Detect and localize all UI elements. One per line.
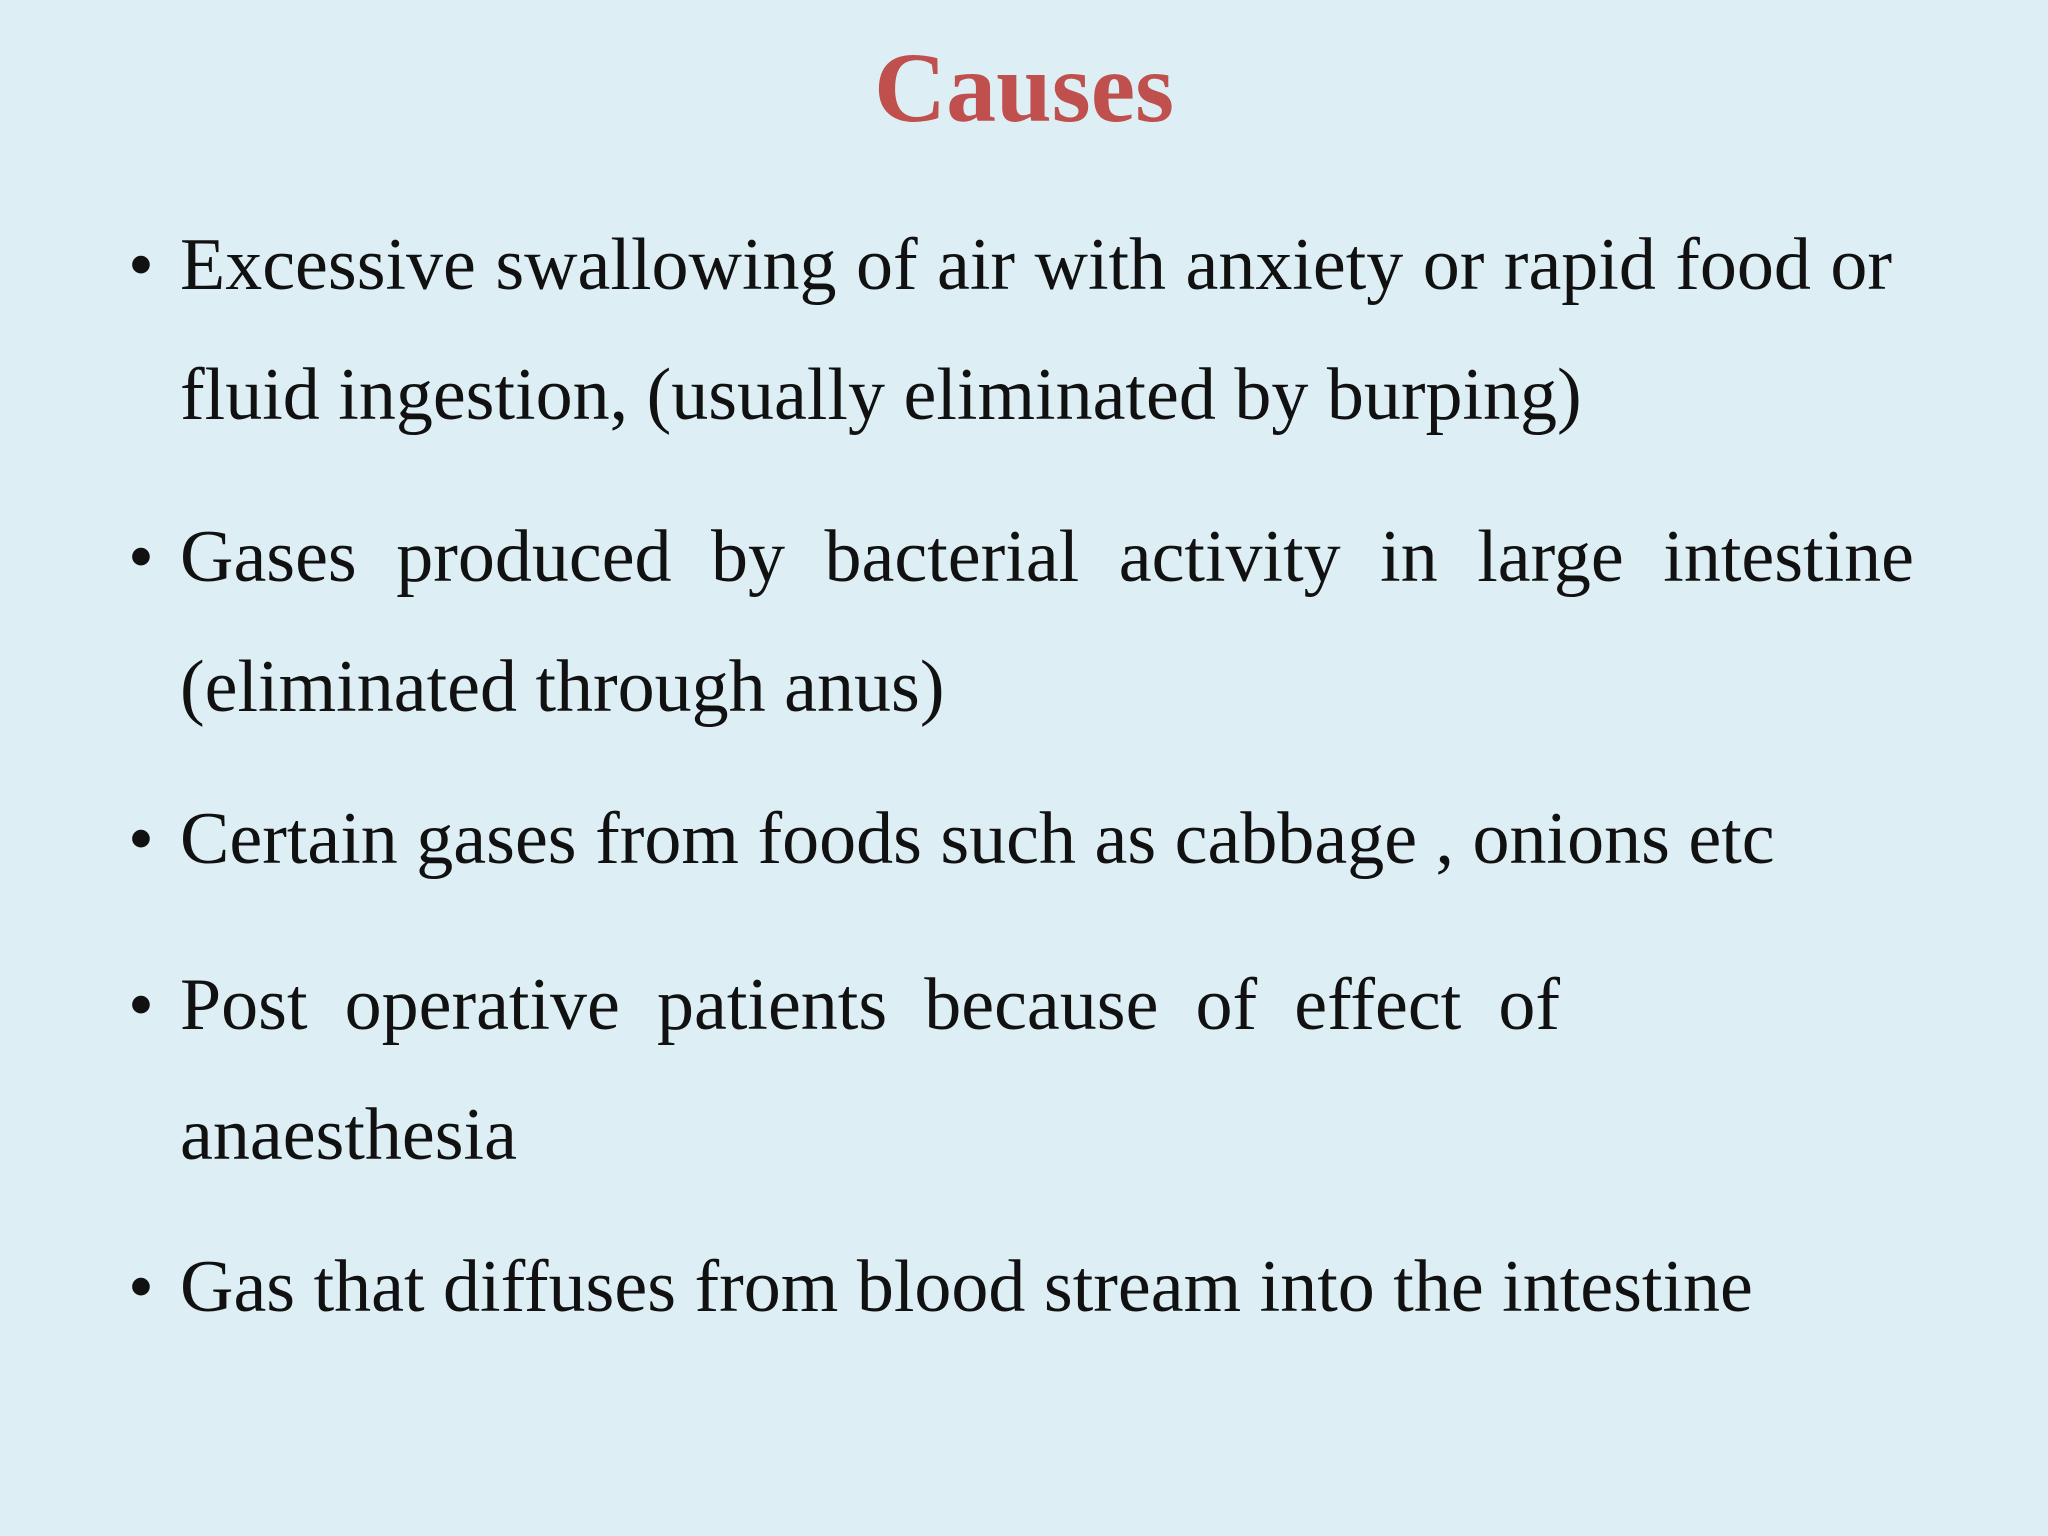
bullet-icon: • bbox=[128, 224, 154, 306]
slide-title: Causes bbox=[873, 32, 1175, 143]
list-item bbox=[128, 774, 1912, 904]
bullet-text: Post operative patients because of effect of anaesthesia bbox=[180, 964, 1560, 1176]
list-item bbox=[128, 492, 1914, 752]
bullet-icon: • bbox=[128, 516, 154, 598]
list-item bbox=[128, 940, 1560, 1200]
bullet-icon: • bbox=[128, 964, 154, 1046]
bullet-text: Gases produced by bacterial activity in large intestine (eliminated through anus) bbox=[180, 516, 1914, 728]
bullet-text: Excessive swallowing of air with anxiety or rapid food or fluid ingestion, (usually eliminated by burping) bbox=[180, 224, 1892, 436]
bullet-icon: • bbox=[128, 1246, 154, 1328]
bullet-text: Gas that diffuses from blood stream into the intestine bbox=[180, 1246, 1753, 1328]
list-item bbox=[128, 1222, 1912, 1352]
bullet-icon: • bbox=[128, 798, 154, 880]
bullet-text: Certain gases from foods such as cabbage , onions etc bbox=[180, 798, 1775, 880]
list-item bbox=[128, 200, 1892, 460]
